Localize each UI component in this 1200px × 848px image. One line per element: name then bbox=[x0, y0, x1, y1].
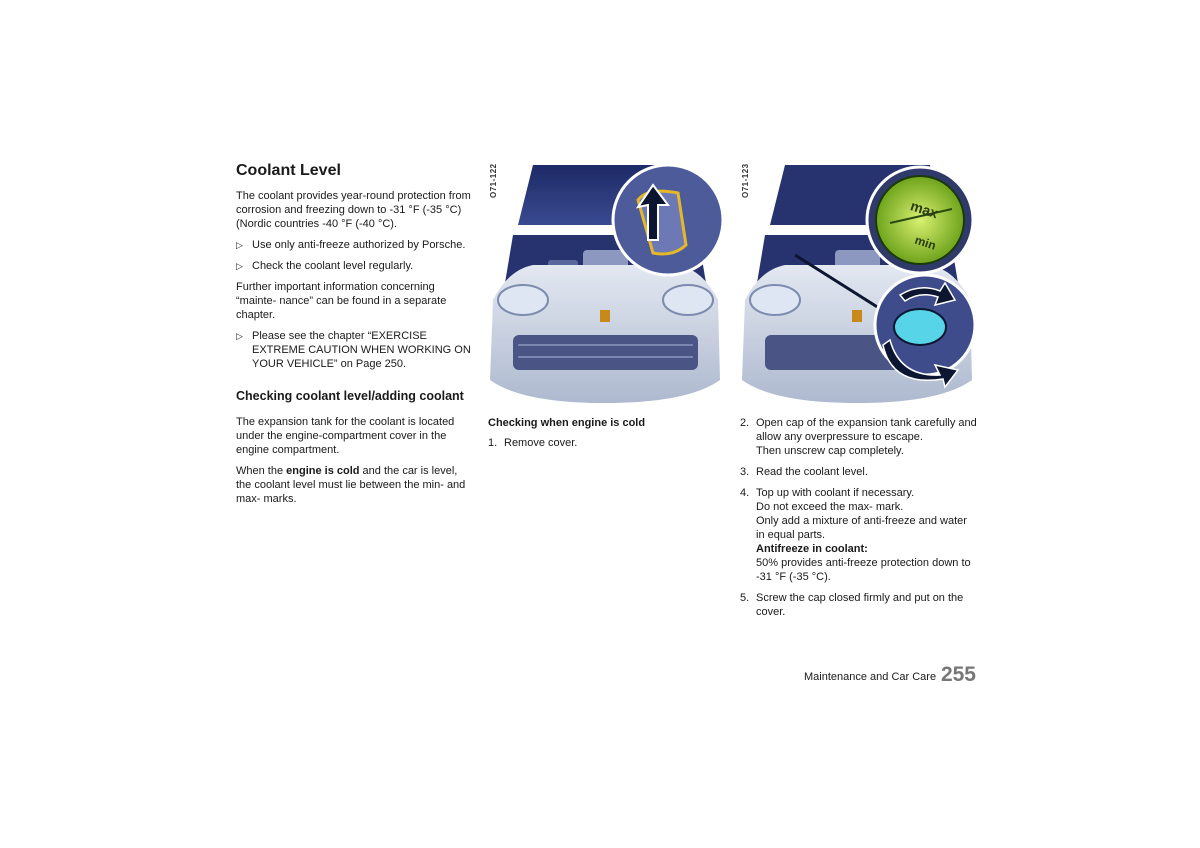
step-item: 4. Top up with coolant if necessary. Do not exceed the max- mark. Only add a mixture of anti-freeze and water in equal parts. Antifreeze in coolant: 50% provides anti-freeze protection down to -31 °F (-35 °C). bbox=[740, 486, 978, 584]
step-text: 50% provides anti-freeze protection down to -31 °F (-35 °C). bbox=[756, 557, 971, 583]
column-check bbox=[488, 416, 722, 450]
expansion-tank-paragraph: The expansion tank for the coolant is located under the engine-compartment cover in the engine compartment. bbox=[236, 416, 455, 456]
step-item: 1. Remove cover. bbox=[488, 437, 578, 449]
figure-engine-cover bbox=[488, 165, 722, 405]
car-illustration-1 bbox=[488, 165, 722, 405]
step-text: Read the coolant level. bbox=[756, 466, 868, 478]
page-number: 255 bbox=[940, 663, 976, 686]
further-info-paragraph: Further important information concerning “mainte- nance” can be found in a separate chapter. bbox=[236, 281, 447, 321]
page-footer bbox=[804, 664, 978, 690]
see-chapter-bullet bbox=[236, 329, 472, 371]
step-text: Only add a mixture of anti-freeze and water in equal parts. bbox=[756, 515, 967, 541]
step-text: Open cap of the expansion tank carefully and allow any overpressure to escape. bbox=[756, 417, 977, 443]
step-text: Do not exceed the max- mark. bbox=[756, 501, 904, 513]
step-item: 5. Screw the cap closed firmly and put on the cover. bbox=[740, 591, 978, 619]
gauge-min-label: min bbox=[913, 232, 938, 253]
column-intro bbox=[236, 161, 472, 506]
bullet-text: Check the coolant level regularly. bbox=[252, 260, 414, 272]
triangle-bullet-icon: ▷ bbox=[236, 261, 243, 271]
step-text: Remove cover. bbox=[504, 437, 578, 449]
triangle-bullet-icon: ▷ bbox=[236, 240, 243, 250]
column-steps bbox=[740, 416, 978, 619]
bullet-item bbox=[236, 259, 472, 273]
bullet-item bbox=[236, 238, 472, 252]
bullet-text: Use only anti-freeze authorized by Porsche. bbox=[252, 239, 466, 251]
step-text: Then unscrew cap completely. bbox=[756, 445, 904, 457]
section-subtitle: Checking coolant level/adding coolant bbox=[236, 389, 464, 403]
step-text: Screw the cap closed firmly and put on the cover. bbox=[756, 592, 964, 618]
car-illustration-2 bbox=[740, 165, 976, 405]
step-item: 2. Open cap of the expansion tank carefully and allow any overpressure to escape. Then unscrew cap completely. bbox=[740, 417, 977, 457]
bullet-text: Please see the chapter “EXERCISE EXTREME CAUTION WHEN WORKING ON YOUR VEHICLE” on Page 250. bbox=[252, 330, 471, 370]
check-heading: Checking when engine is cold bbox=[488, 417, 646, 429]
section-name: Maintenance and Car Care bbox=[804, 671, 937, 683]
antifreeze-heading: Antifreeze in coolant: bbox=[756, 543, 868, 555]
step-text: Top up with coolant if necessary. bbox=[756, 487, 915, 499]
step-item: 3. Read the coolant level. bbox=[740, 465, 978, 479]
engine-cold-paragraph: When the engine is cold and the car is level, the coolant level must lie between the min- and max- marks. bbox=[236, 465, 466, 505]
figure-code: O71-123 bbox=[741, 163, 750, 198]
intro-paragraph: The coolant provides year-round protection from corrosion and freezing down to -31 °F (-35 °C) (Nordic countries -40 °F (-40 °C). bbox=[236, 190, 471, 230]
page-title: Coolant Level bbox=[236, 162, 341, 179]
triangle-bullet-icon: ▷ bbox=[236, 331, 243, 341]
gauge-max-label: max bbox=[908, 197, 941, 222]
figure-coolant-cap bbox=[740, 165, 976, 405]
figure-code: O71-122 bbox=[489, 163, 498, 198]
